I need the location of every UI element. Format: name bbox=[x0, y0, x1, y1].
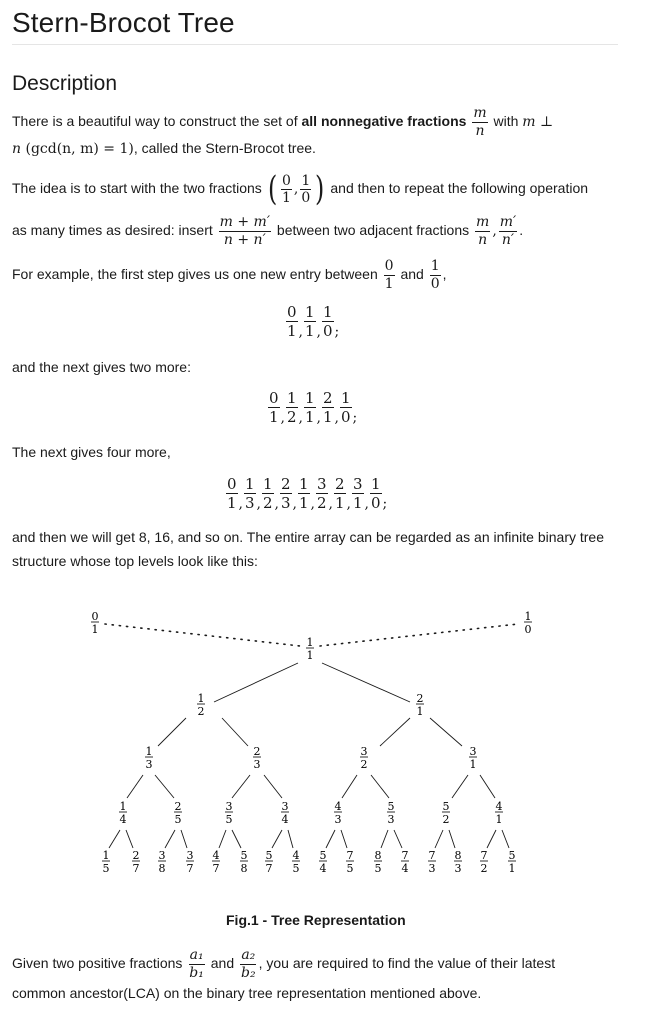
fraction-denominator: 1 bbox=[306, 649, 314, 662]
tree-edge bbox=[342, 775, 357, 798]
tree-edge bbox=[155, 775, 174, 798]
tree-node-level3 bbox=[119, 800, 127, 826]
sequence-separator: , bbox=[238, 495, 243, 512]
tree-edge bbox=[452, 775, 468, 798]
tree-edge bbox=[232, 830, 241, 848]
sequence-separator: , bbox=[364, 495, 369, 512]
fraction-denominator: 4 bbox=[119, 813, 127, 826]
fraction-denominator: 3 bbox=[428, 862, 436, 875]
fraction-denominator: 7 bbox=[265, 862, 273, 875]
tree-node-level2 bbox=[469, 745, 477, 771]
para1-text: There is a beautiful way to construct the set of bbox=[12, 113, 302, 130]
fraction-denominator: 2 bbox=[442, 813, 450, 826]
math-coprime: m ⊥ bbox=[522, 114, 554, 131]
tree-edge bbox=[326, 830, 335, 848]
sequence-separator: , bbox=[346, 495, 351, 512]
fraction-denominator: 4 bbox=[281, 813, 289, 826]
tree-edge bbox=[322, 663, 410, 702]
fraction-denominator: 1 bbox=[508, 862, 516, 875]
fraction-numerator: 7 bbox=[480, 849, 488, 862]
fraction-denominator: 5 bbox=[225, 813, 233, 826]
fraction-numerator: 2 bbox=[132, 849, 140, 862]
sequence-fraction: $\frac{1}{3}$ bbox=[245, 475, 255, 512]
tree-node-level4 bbox=[454, 849, 462, 875]
text-next-two: and the next gives two more: bbox=[12, 359, 191, 375]
fraction-numerator: 1 bbox=[145, 745, 153, 758]
para4-line1: and then we will get 8, 16, and so on. The entire array can be regarded as an infinite binary tree bbox=[12, 529, 604, 545]
fraction-numerator: 1 bbox=[197, 692, 205, 705]
sequence-separator: ; bbox=[352, 409, 358, 426]
tree-edge bbox=[109, 830, 120, 848]
fraction-denominator: 5 bbox=[374, 862, 382, 875]
tree-node-level4 bbox=[319, 849, 327, 875]
sequence-fraction: $\frac{1}{1}$ bbox=[305, 389, 315, 426]
fraction-numerator: 3 bbox=[225, 800, 233, 813]
sequence-fraction: $\frac{0}{1}$ bbox=[227, 475, 237, 512]
fraction-denominator: 1 bbox=[495, 813, 503, 826]
fraction-numerator: 3 bbox=[186, 849, 194, 862]
fraction-numerator: 1 bbox=[524, 610, 532, 623]
para5-line2: common ancestor(LCA) on the binary tree representation mentioned above. bbox=[12, 985, 482, 1001]
tree-edge bbox=[487, 830, 496, 848]
fraction-numerator: 3 bbox=[469, 745, 477, 758]
tree-edge bbox=[272, 830, 282, 848]
sequence-separator: , bbox=[298, 323, 303, 340]
fraction-denominator: 1 bbox=[469, 758, 477, 771]
tree-node-level4 bbox=[102, 849, 110, 875]
fraction-numerator: 5 bbox=[508, 849, 516, 862]
fraction-denominator: 8 bbox=[158, 862, 166, 875]
sequence-fraction: $\frac{3}{1}$ bbox=[353, 475, 363, 512]
fraction-numerator: 2 bbox=[416, 692, 424, 705]
fraction-numerator: 4 bbox=[334, 800, 342, 813]
tree-node-level3 bbox=[442, 800, 450, 826]
sequence-fraction: $\frac{2}{1}$ bbox=[335, 475, 345, 512]
para1-line1: There is a beautiful way to construct the set of all nonnegative fractions $\frac{m}{n}$ with m ⊥ bbox=[12, 105, 554, 139]
sequence-separator: , bbox=[328, 495, 333, 512]
fraction-denominator: 5 bbox=[174, 813, 182, 826]
fraction-denominator: 7 bbox=[132, 862, 140, 875]
tree-node-level4 bbox=[428, 849, 436, 875]
tree-edge bbox=[371, 775, 389, 798]
sequence-fraction: $\frac{1}{2}$ bbox=[287, 389, 297, 426]
fraction-denominator: 0 bbox=[524, 623, 532, 636]
sequence-fraction: $\frac{1}{2}$ bbox=[263, 475, 273, 512]
tree-node-level4 bbox=[212, 849, 220, 875]
fraction-denominator: 5 bbox=[346, 862, 354, 875]
tree-edge bbox=[380, 718, 410, 746]
tree-node-level3 bbox=[225, 800, 233, 826]
tree-node-level3 bbox=[495, 800, 503, 826]
fraction-denominator: 2 bbox=[197, 705, 205, 718]
fraction-denominator: 3 bbox=[334, 813, 342, 826]
initial-fractions: ( $\frac{0}{1}$ , $\frac{1}{0}$ ) bbox=[267, 169, 325, 210]
tree-edge bbox=[222, 718, 248, 746]
sequence-fraction: $\frac{1}{1}$ bbox=[305, 303, 315, 340]
fraction-numerator: 7 bbox=[401, 849, 409, 862]
sequence-separator: , bbox=[256, 495, 261, 512]
tree-edge bbox=[232, 775, 250, 798]
sequence-fraction: $\frac{2}{3}$ bbox=[281, 475, 291, 512]
fraction-denominator: 3 bbox=[387, 813, 395, 826]
dotted-link-left bbox=[105, 624, 300, 646]
fraction-numerator: 1 bbox=[102, 849, 110, 862]
fraction-denominator: 7 bbox=[212, 862, 220, 875]
fraction-numerator: 1 bbox=[306, 636, 314, 649]
fraction-numerator: 7 bbox=[428, 849, 436, 862]
tree-node-left-end bbox=[91, 610, 99, 636]
tree-node-level4 bbox=[292, 849, 300, 875]
sequence-fraction: $\frac{1}{0}$ bbox=[341, 389, 351, 426]
tree-edge bbox=[341, 830, 347, 848]
math-gcd: (gcd(n, m) = 1) bbox=[21, 141, 134, 157]
tree-edge bbox=[127, 775, 143, 798]
tree-edge bbox=[381, 830, 388, 848]
tree-node-level2 bbox=[360, 745, 368, 771]
sequence-separator: , bbox=[334, 409, 339, 426]
para5-line1: Given two positive fractions $\frac{\text{a₁}}{\text{b₁}}$ and $\frac{\text{a₂}}{\text{b₂}}$ , you are required to find the value of their latest bbox=[12, 946, 556, 981]
tree-edge bbox=[181, 830, 187, 848]
fraction-denominator: 2 bbox=[480, 862, 488, 875]
para2-line2: as many times as desired: insert $\frac{m + m'}{n + n'}$ between two adjacent fractions $\frac{m}{n}$ , $\frac{m'}{n'}$ . bbox=[12, 213, 524, 248]
sequence-separator: , bbox=[316, 409, 321, 426]
sequence-separator: , bbox=[274, 495, 279, 512]
sequence-separator: ; bbox=[334, 323, 340, 340]
tree-node-level3 bbox=[174, 800, 182, 826]
tree-node-level4 bbox=[346, 849, 354, 875]
sequence-fraction: $\frac{1}{0}$ bbox=[371, 475, 381, 512]
fraction-numerator: 8 bbox=[454, 849, 462, 862]
tree-edge bbox=[502, 830, 509, 848]
tree-edge bbox=[126, 830, 133, 848]
tree-node-level4 bbox=[132, 849, 140, 875]
fraction-numerator: 5 bbox=[387, 800, 395, 813]
tree-node-root bbox=[306, 636, 314, 662]
tree-edge bbox=[165, 830, 175, 848]
tree-node-level1 bbox=[197, 692, 205, 718]
fraction-denominator: 5 bbox=[292, 862, 300, 875]
para1-line2: n (gcd(n, m) = 1), called the Stern-Brocot tree. bbox=[12, 140, 316, 157]
sequence-fraction: $\frac{3}{2}$ bbox=[317, 475, 327, 512]
tree-node-level3 bbox=[387, 800, 395, 826]
sequence-separator: , bbox=[298, 409, 303, 426]
fraction-numerator: 2 bbox=[253, 745, 261, 758]
para3: For example, the first step gives us one new entry between $\frac{0}{1}$ and $\frac{1}{0}$ , bbox=[12, 257, 447, 292]
sequence-fraction: $\frac{0}{1}$ bbox=[287, 303, 297, 340]
description-heading: Description bbox=[12, 72, 118, 95]
sequence-separator: , bbox=[310, 495, 315, 512]
tree-node-level2 bbox=[253, 745, 261, 771]
fraction-numerator: 2 bbox=[174, 800, 182, 813]
text-next-four: The next gives four more, bbox=[12, 444, 171, 460]
fraction-numerator: 5 bbox=[442, 800, 450, 813]
fraction-denominator: 3 bbox=[145, 758, 153, 771]
fraction-numerator: 4 bbox=[212, 849, 220, 862]
page-title: Stern-Brocot Tree bbox=[12, 0, 618, 45]
sequence-fraction: $\frac{1}{0}$ bbox=[323, 303, 333, 340]
fraction-denominator: 3 bbox=[253, 758, 261, 771]
sequence-separator: , bbox=[280, 409, 285, 426]
tree-edge bbox=[158, 718, 186, 746]
sequence-fraction: $\frac{2}{1}$ bbox=[323, 389, 333, 426]
tree-edge bbox=[288, 830, 293, 848]
tree-node-level3 bbox=[334, 800, 342, 826]
tree-node-level4 bbox=[186, 849, 194, 875]
mediant-fraction: $\frac{m + m'}{n + n'}$ bbox=[219, 213, 271, 248]
tree-edge bbox=[394, 830, 402, 848]
figure-caption: Fig.1 - Tree Representation bbox=[226, 912, 406, 928]
tree-node-level3 bbox=[281, 800, 289, 826]
fraction-denominator: 1 bbox=[91, 623, 99, 636]
sequence-separator: , bbox=[292, 495, 297, 512]
para1-bold: all nonnegative fractions bbox=[301, 113, 467, 130]
fraction-denominator: 1 bbox=[416, 705, 424, 718]
para2-line1: The idea is to start with the two fractions ( $\frac{0}{1}$ , $\frac{1}{0}$ ) and then to repeat the following operation bbox=[12, 169, 589, 210]
sequence-fraction: $\frac{1}{1}$ bbox=[299, 475, 309, 512]
tree-edge bbox=[480, 775, 495, 798]
tree-node-level4 bbox=[401, 849, 409, 875]
fraction-numerator: 5 bbox=[265, 849, 273, 862]
fraction-denominator: 2 bbox=[360, 758, 368, 771]
fraction-numerator: 4 bbox=[292, 849, 300, 862]
para4-line2: structure whose top levels look like this: bbox=[12, 553, 258, 569]
sequence-separator: ; bbox=[382, 495, 388, 512]
tree-edge bbox=[430, 718, 462, 746]
tree-node-right-end bbox=[524, 610, 532, 636]
fraction-denominator: 5 bbox=[102, 862, 110, 875]
tree-node-level4 bbox=[374, 849, 382, 875]
fraction-denominator: 7 bbox=[186, 862, 194, 875]
fraction-numerator: 3 bbox=[158, 849, 166, 862]
tree-node-level4 bbox=[158, 849, 166, 875]
sequence-separator: , bbox=[316, 323, 321, 340]
fraction-denominator: 4 bbox=[401, 862, 409, 875]
tree-edge bbox=[435, 830, 443, 848]
tree-node-level4 bbox=[508, 849, 516, 875]
tree-edge bbox=[449, 830, 455, 848]
tree-edge bbox=[219, 830, 226, 848]
sequence-fraction: $\frac{0}{1}$ bbox=[269, 389, 279, 426]
tree-node-level4 bbox=[480, 849, 488, 875]
tree-node-level2 bbox=[145, 745, 153, 771]
fraction-numerator: 8 bbox=[374, 849, 382, 862]
fraction-numerator: 3 bbox=[360, 745, 368, 758]
fraction-numerator: 0 bbox=[91, 610, 99, 623]
tree-node-level1 bbox=[416, 692, 424, 718]
fraction-numerator: 1 bbox=[119, 800, 127, 813]
fraction-numerator: 5 bbox=[319, 849, 327, 862]
fraction-m-over-n: $\frac{m}{n}$ bbox=[473, 105, 487, 139]
fraction-denominator: 3 bbox=[454, 862, 462, 875]
fraction-numerator: 7 bbox=[346, 849, 354, 862]
tree-node-level4 bbox=[240, 849, 248, 875]
fraction-numerator: 5 bbox=[240, 849, 248, 862]
tree-node-level4 bbox=[265, 849, 273, 875]
tree-edge bbox=[214, 663, 298, 702]
fraction-numerator: 3 bbox=[281, 800, 289, 813]
tree-edge bbox=[264, 775, 282, 798]
fraction-denominator: 4 bbox=[319, 862, 327, 875]
fraction-denominator: 8 bbox=[240, 862, 248, 875]
fraction-numerator: 4 bbox=[495, 800, 503, 813]
dotted-link-right bbox=[320, 624, 518, 646]
